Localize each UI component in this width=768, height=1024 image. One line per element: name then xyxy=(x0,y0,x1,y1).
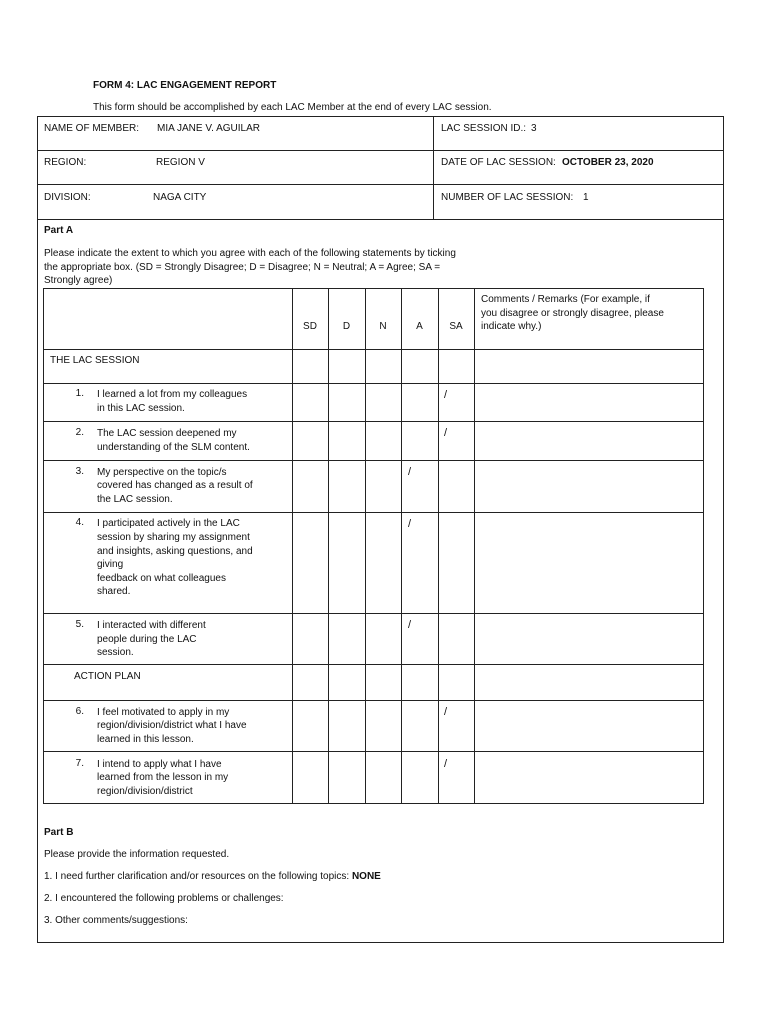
col-sd-header: SD xyxy=(303,321,317,332)
comments-header-1: Comments / Remarks (For example, if xyxy=(481,294,650,305)
date-label: DATE OF LAC SESSION: xyxy=(441,157,556,168)
item-5-line-3: session. xyxy=(97,647,134,658)
session-id-value: 3 xyxy=(531,123,537,134)
form-intro: This form should be accomplished by each LAC Member at the end of every LAC session. xyxy=(93,102,492,113)
item-number: 4. xyxy=(75,517,84,528)
tick-mark: / xyxy=(444,758,448,770)
part-b-heading: Part B xyxy=(44,827,74,838)
col-a-header: A xyxy=(416,321,423,332)
col-sa-header: SA xyxy=(449,321,463,332)
tick-mark: / xyxy=(444,389,448,401)
instructions-line-2: the appropriate box. (SD = Strongly Disagree; D = Disagree; N = Neutral; A = Agree; SA = xyxy=(44,262,441,273)
item-1-line-2: in this LAC session. xyxy=(97,403,185,414)
name-label: NAME OF MEMBER: xyxy=(44,123,140,134)
item-2-line-2: understanding of the SLM content. xyxy=(97,442,250,453)
item-6-line-3: learned in this lesson. xyxy=(97,734,194,745)
item-3-line-2: covered has changed as a result of xyxy=(97,480,253,491)
item-6-line-1: I feel motivated to apply in my xyxy=(97,707,230,718)
question-3: 3. Other comments/suggestions: xyxy=(44,915,188,926)
item-7-line-3: region/division/district xyxy=(97,786,193,797)
item-4-line-2: session by sharing my assignment xyxy=(97,532,250,543)
col-n-header: N xyxy=(379,321,387,332)
form-title: FORM 4: LAC ENGAGEMENT REPORT xyxy=(93,80,277,91)
question-2: 2. I encountered the following problems or challenges: xyxy=(44,893,284,904)
region-label: REGION: xyxy=(44,157,87,168)
instructions-line-1: Please indicate the extent to which you agree with each of the following statements by ticking xyxy=(44,248,456,259)
item-3-line-1: My perspective on the topic/s xyxy=(97,467,227,478)
item-number: 5. xyxy=(75,619,84,630)
question-1-answer: NONE xyxy=(351,871,381,882)
section-lac-session: THE LAC SESSION xyxy=(50,355,140,366)
instructions-line-3: Strongly agree) xyxy=(44,275,113,286)
tick-mark: / xyxy=(444,427,448,439)
division-value: NAGA CITY xyxy=(153,192,207,203)
info-table xyxy=(37,116,724,220)
name-value: MIA JANE V. AGUILAR xyxy=(157,123,261,134)
item-7-line-2: learned from the lesson in my xyxy=(97,772,229,783)
item-4-line-4: giving xyxy=(97,559,124,570)
item-number: 7. xyxy=(75,758,84,769)
item-number: 2. xyxy=(75,427,84,438)
item-number: 6. xyxy=(75,706,84,717)
item-5-line-2: people during the LAC xyxy=(97,634,197,645)
part-a-heading: Part A xyxy=(44,225,74,236)
item-2-line-1: The LAC session deepened my xyxy=(97,428,237,439)
item-1-line-1: I learned a lot from my colleagues xyxy=(97,389,248,400)
division-label: DIVISION: xyxy=(44,192,91,203)
item-4-line-3: and insights, asking questions, and xyxy=(97,546,253,557)
number-label: NUMBER OF LAC SESSION: xyxy=(441,192,574,203)
item-4-line-6: shared. xyxy=(97,586,131,597)
col-d-header: D xyxy=(342,321,351,332)
tick-mark: / xyxy=(408,466,412,478)
item-3-line-3: the LAC session. xyxy=(97,494,173,505)
comments-header-3: indicate why.) xyxy=(481,321,542,332)
item-6-line-2: region/division/district what I have xyxy=(97,720,247,731)
region-value: REGION V xyxy=(156,157,205,168)
tick-mark: / xyxy=(444,706,448,718)
question-1 xyxy=(44,871,381,882)
item-4-line-5: feedback on what colleagues xyxy=(97,573,226,584)
tick-mark: / xyxy=(408,619,412,631)
item-number: 1. xyxy=(75,388,84,399)
number-value: 1 xyxy=(583,192,589,203)
date-value: OCTOBER 23, 2020 xyxy=(562,157,654,168)
part-b-instruction: Please provide the information requested. xyxy=(44,849,230,860)
rating-table xyxy=(43,288,704,804)
question-1-text: 1. I need further clarification and/or resources on the following topics: xyxy=(44,871,350,882)
item-4-line-1: I participated actively in the LAC xyxy=(97,518,240,529)
item-5-line-1: I interacted with different xyxy=(97,620,206,631)
item-number: 3. xyxy=(75,466,84,477)
item-7-line-1: I intend to apply what I have xyxy=(97,759,222,770)
tick-mark: / xyxy=(408,518,412,530)
comments-header-2: you disagree or strongly disagree, please xyxy=(481,308,664,319)
section-action-plan: ACTION PLAN xyxy=(74,671,141,682)
session-id-label: LAC SESSION ID.: xyxy=(441,123,527,134)
